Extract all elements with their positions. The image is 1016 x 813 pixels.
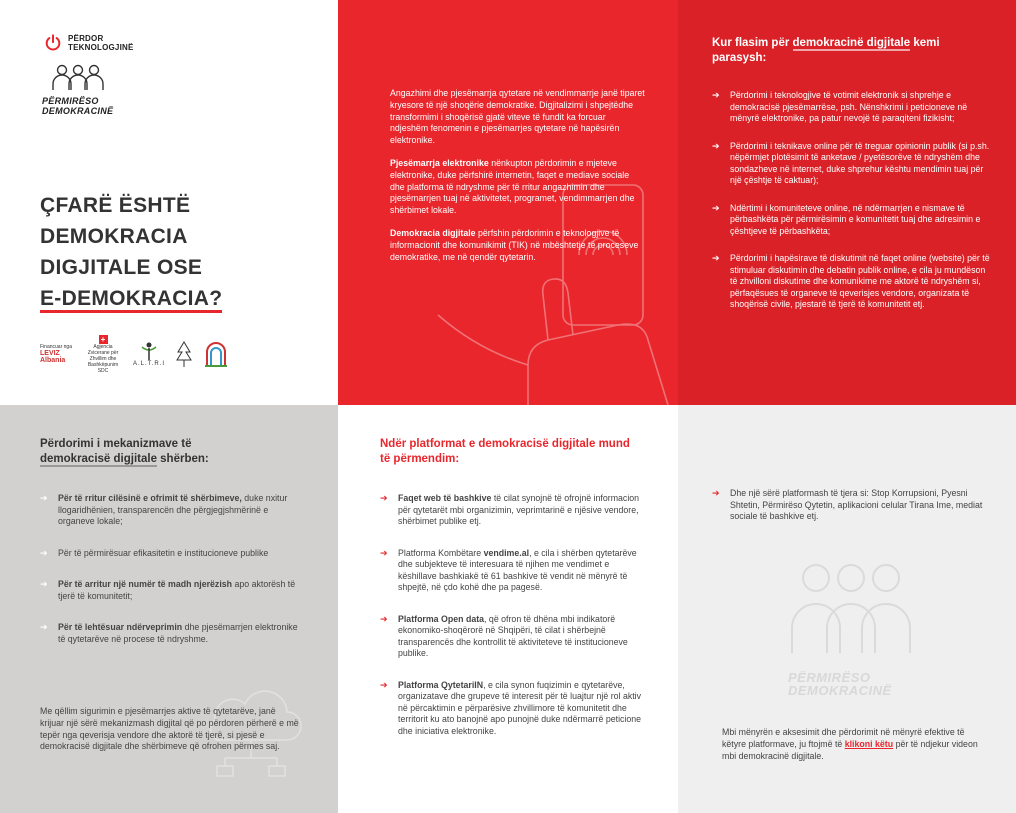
more-footer-post: për të ndjekur videon mbi demokracinë digjitale.	[722, 738, 978, 761]
permireso-demokracine-logo	[42, 96, 113, 116]
list-item	[712, 90, 990, 125]
uses-heading-underlined: demokracisë digjitale	[40, 453, 157, 465]
platforms-list	[380, 493, 642, 757]
permireso-watermark-logo	[788, 671, 892, 697]
logo-bottom-line-1: PËRMIRËSO	[42, 96, 99, 106]
list-item	[712, 203, 990, 238]
arrow-icon: ➔	[712, 202, 720, 213]
definition-para-3-text: përfshin përdorimin e teknologjive të informacionit dhe komunikimit (TIK) në mbështetje të proceseve demokratike, me në qendër qytetarin.	[390, 227, 639, 262]
list-item	[40, 548, 302, 560]
altri-logo	[134, 338, 164, 370]
arrow-icon: ➔	[380, 679, 388, 690]
meaning-heading-pre: Kur flasim për	[712, 37, 793, 49]
platform-item-text: , e cila i shërben qytetarëve dhe subjekteve të interesuara të njihen me vendimet e këshillave bashkiakë të 61 bashkive të vendit në mënyrë të shpejtë, në çdo kohë dhe pa pagesë.	[398, 547, 637, 592]
swiss-sdc-logo	[82, 334, 124, 374]
uses-item-text: Për të përmirësuar efikasitetin e institucioneve publike	[58, 547, 269, 558]
platform-item-bold: Platforma QytetariIN	[398, 679, 484, 690]
uses-item-bold: Për të arritur një numër të madh njerëzish	[58, 579, 233, 589]
uses-item-bold: Për të lehtësuar ndërveprimin	[58, 622, 183, 632]
leviz-small-text: Financuar nga	[40, 344, 72, 350]
meaning-panel	[678, 0, 1016, 405]
title-line-2: DEMOKRACIA	[40, 225, 188, 248]
platform-item-bold: Faqet web të bashkive	[398, 493, 492, 503]
definition-para-3	[390, 228, 645, 263]
definition-para-2	[390, 158, 645, 217]
pjesemarrja-term: Pjesëmarrja elektronike	[390, 157, 489, 168]
uses-heading-post: shërben:	[156, 453, 209, 465]
watermark-line-1: PËRMIRËSO	[788, 670, 871, 685]
more-list	[712, 488, 988, 539]
meaning-heading	[712, 36, 972, 66]
meaning-heading-post: kemi parasysh:	[712, 37, 940, 64]
power-icon	[44, 34, 62, 52]
list-item	[380, 614, 642, 660]
arrow-icon: ➔	[712, 488, 720, 498]
cover-panel	[0, 0, 338, 405]
partner-logos	[40, 334, 228, 374]
arrow-icon: ➔	[40, 622, 48, 632]
perdor-teknologjine-logo	[44, 34, 134, 52]
logo-bottom-line-2: DEMOKRACINË	[42, 106, 114, 116]
title-line-4: E-DEMOKRACIA?	[40, 287, 222, 313]
meaning-item-text: Përdorimi i teknikave online për të treguar opinionin publik (si p.sh. nëpërmjet plotësimit të anketave / pyetësorëve të ndryshëm dhe sondazheve në internet, duke shprehur kështu mendimin tuaj për një çështje të caktuar);	[730, 140, 990, 185]
more-footer	[722, 727, 984, 762]
leviz-albania-logo	[40, 338, 72, 370]
logo-top-line-1: PËRDOR	[68, 34, 104, 43]
watermark-line-2: DEMOKRACINË	[788, 683, 892, 698]
leviz-name: LEVIZ Albania	[40, 350, 66, 364]
page-title	[40, 190, 222, 314]
title-line-3: DIGJITALE OSE	[40, 256, 203, 279]
list-item	[380, 548, 642, 594]
meaning-item-text: Përdorimi i teknologjive të votimit elektronik si shprehje e demokracisë pjesëmarrëse, psh. Nënshkrimi i peticioneve në mënyrë elektronike, pa patur nevojë të paraqiteni fizikisht;	[730, 90, 968, 123]
video-link[interactable]: klikoni këtu	[844, 738, 894, 749]
platform-item-text: të cilat synojnë të ofrojnë informacion për qytetarët mbi organizimin, veprimtarinë e njësive vendore, shërbimet publike etj.	[398, 493, 640, 526]
platforms-heading: Ndër platformat e demokracisë digjitale mund të përmendim:	[380, 438, 630, 465]
arch-logo	[204, 338, 228, 370]
uses-heading-line-1: Përdorimi i mekanizmave të	[40, 438, 192, 450]
platform-item-text: , e cila synon fuqizimin e qytetarëve, organizatave dhe grupeve të interesit për të luajtur një rol aktiv në përcaktimin e përparësive zhvillimore të komunitetit dhe territorit ku ato banojnë apo punojnë duke ndërmarrë peticione dhe iniciativa elektronike.	[398, 679, 642, 736]
meaning-item-text: Ndërtimi i komuniteteve online, në ndërmarrjen e nismave të përbashkëta për përmirësimin e komunitetit tuaj dhe adresimin e çështjeve të përbashkëta;	[730, 202, 981, 236]
platform-item-bold: Platforma Open data	[398, 613, 485, 624]
list-item	[712, 488, 988, 523]
logo-top-line-2: TEKNOLOGJINË	[68, 43, 134, 52]
definition-text	[390, 88, 645, 274]
platform-item-pre: Platforma Kombëtare	[398, 547, 484, 558]
arrow-icon: ➔	[380, 547, 388, 558]
more-item-text: Dhe një sërë platformash të tjera si: Stop Korrupsioni, Pyesni Shtetin, Përmirëso Qytetin, aplikacioni celular Tirana Ime, mediat sociale të bashkive etj.	[730, 488, 983, 521]
meaning-item-text: Përdorimi i hapësirave të diskutimit në faqet online (website) për të stimuluar diskutimin dhe debatin publik online, e cila ju mundëson të zhvilloni diskutime dhe komunikime me aktorë të ndryshëm si, përfaqësues të organeve të qeverisjes vendore, organizata të shoqërisë civile, pjestarë të tjerë të komunitetit etj.	[730, 253, 990, 309]
uses-item-text: duke nxitur llogaridhënien, transparencën dhe përgjegjshmërinë e organeve lokale;	[58, 493, 288, 526]
uses-item-bold: Për të rritur cilësinë e ofrimit të shërbimeve,	[58, 493, 242, 503]
uses-list	[40, 493, 302, 665]
platform-item-text: , që ofron të dhëna mbi indikatorë ekonomiko-shoqërorë në Shqipëri, të cilat i shërbejnë transparencës dhe kontrollit të aktiviteteve të institucioneve publike.	[398, 613, 628, 658]
meaning-list	[712, 90, 990, 327]
arrow-icon: ➔	[712, 140, 720, 151]
uses-panel	[0, 405, 338, 813]
arrow-icon: ➔	[712, 253, 720, 263]
list-item	[380, 680, 642, 738]
uses-heading	[40, 437, 310, 467]
sdc-text: Agjencia Zvicerane për Zhvillim dhe Bashkëpunim SDC	[87, 343, 119, 374]
arrow-icon: ➔	[380, 493, 388, 503]
definition-para-2-text: nënkupton përdorimin e mjeteve elektronike, duke përfshirë internetin, faqet e mediave sociale dhe platforma të ndryshme për të rritur angazhimin dhe pjesëmarrjen tuaj në aktivitetet, programet, vendimmarrjen dhe shërbimet lokale.	[390, 157, 635, 216]
platforms-panel	[338, 405, 678, 813]
arrow-icon: ➔	[40, 547, 48, 558]
definition-panel	[338, 0, 678, 405]
list-item	[712, 141, 990, 187]
altri-figure-icon	[140, 341, 158, 361]
arrow-icon: ➔	[380, 613, 388, 624]
uses-footer: Me qëllim sigurimin e pjesëmarrjes aktive të qytetarëve, janë krijuar një sërë mekanizmash digjital që po përdoren përherë e më tepër nga qeverisja vendore dhe aktorë të tjerë, si pjesë e demokracisë digjitale dhe shërbimeve që ofrohen përmes saj.	[40, 706, 299, 752]
more-panel	[678, 405, 1016, 813]
list-item	[40, 579, 302, 602]
title-line-1: ÇFARË ËSHTË	[40, 194, 191, 217]
list-item	[40, 493, 302, 528]
more-footer-pre: Mbi mënyrën e aksesimit dhe përdorimit në mënyrë efektive të këtyre platformave, ju ftojmë të	[722, 727, 965, 749]
list-item	[712, 253, 990, 311]
definition-para-1: Angazhimi dhe pjesëmarrja qytetare në vendimmarrje janë tiparet kryesore të një shoqërie demokratike. Digjitalizimi i shpejtëdhe transformimi i shoqërisë gjatë viteve të fundit ka forcuar ndjeshëm fenomenin e pjesëmarrjes qytetare në hapësirën elektronike.	[390, 88, 645, 146]
arch-icon	[204, 340, 228, 368]
people-watermark-icon	[786, 553, 916, 663]
people-icon	[50, 62, 106, 94]
tree-logo	[174, 338, 194, 370]
arrow-icon: ➔	[712, 90, 720, 100]
uses-item-text: apo aktorësh të tjerë të komunitetit;	[58, 579, 296, 601]
tree-icon	[175, 340, 193, 368]
arrow-icon: ➔	[40, 493, 48, 503]
platform-item-bold: vendime.al	[483, 547, 530, 558]
list-item	[380, 493, 642, 528]
meaning-heading-underlined: demokracinë digjitale	[792, 37, 911, 49]
demokracia-term: Demokracia digjitale	[390, 227, 476, 238]
list-item	[40, 622, 302, 645]
arrow-icon: ➔	[40, 579, 48, 589]
uses-item-text: dhe pjesëmarrjen elektronike të qytetarëve në procese të ndryshme.	[58, 622, 298, 644]
swiss-flag-icon: +	[99, 335, 108, 344]
altri-text: A.L.T.R.I	[133, 361, 166, 367]
